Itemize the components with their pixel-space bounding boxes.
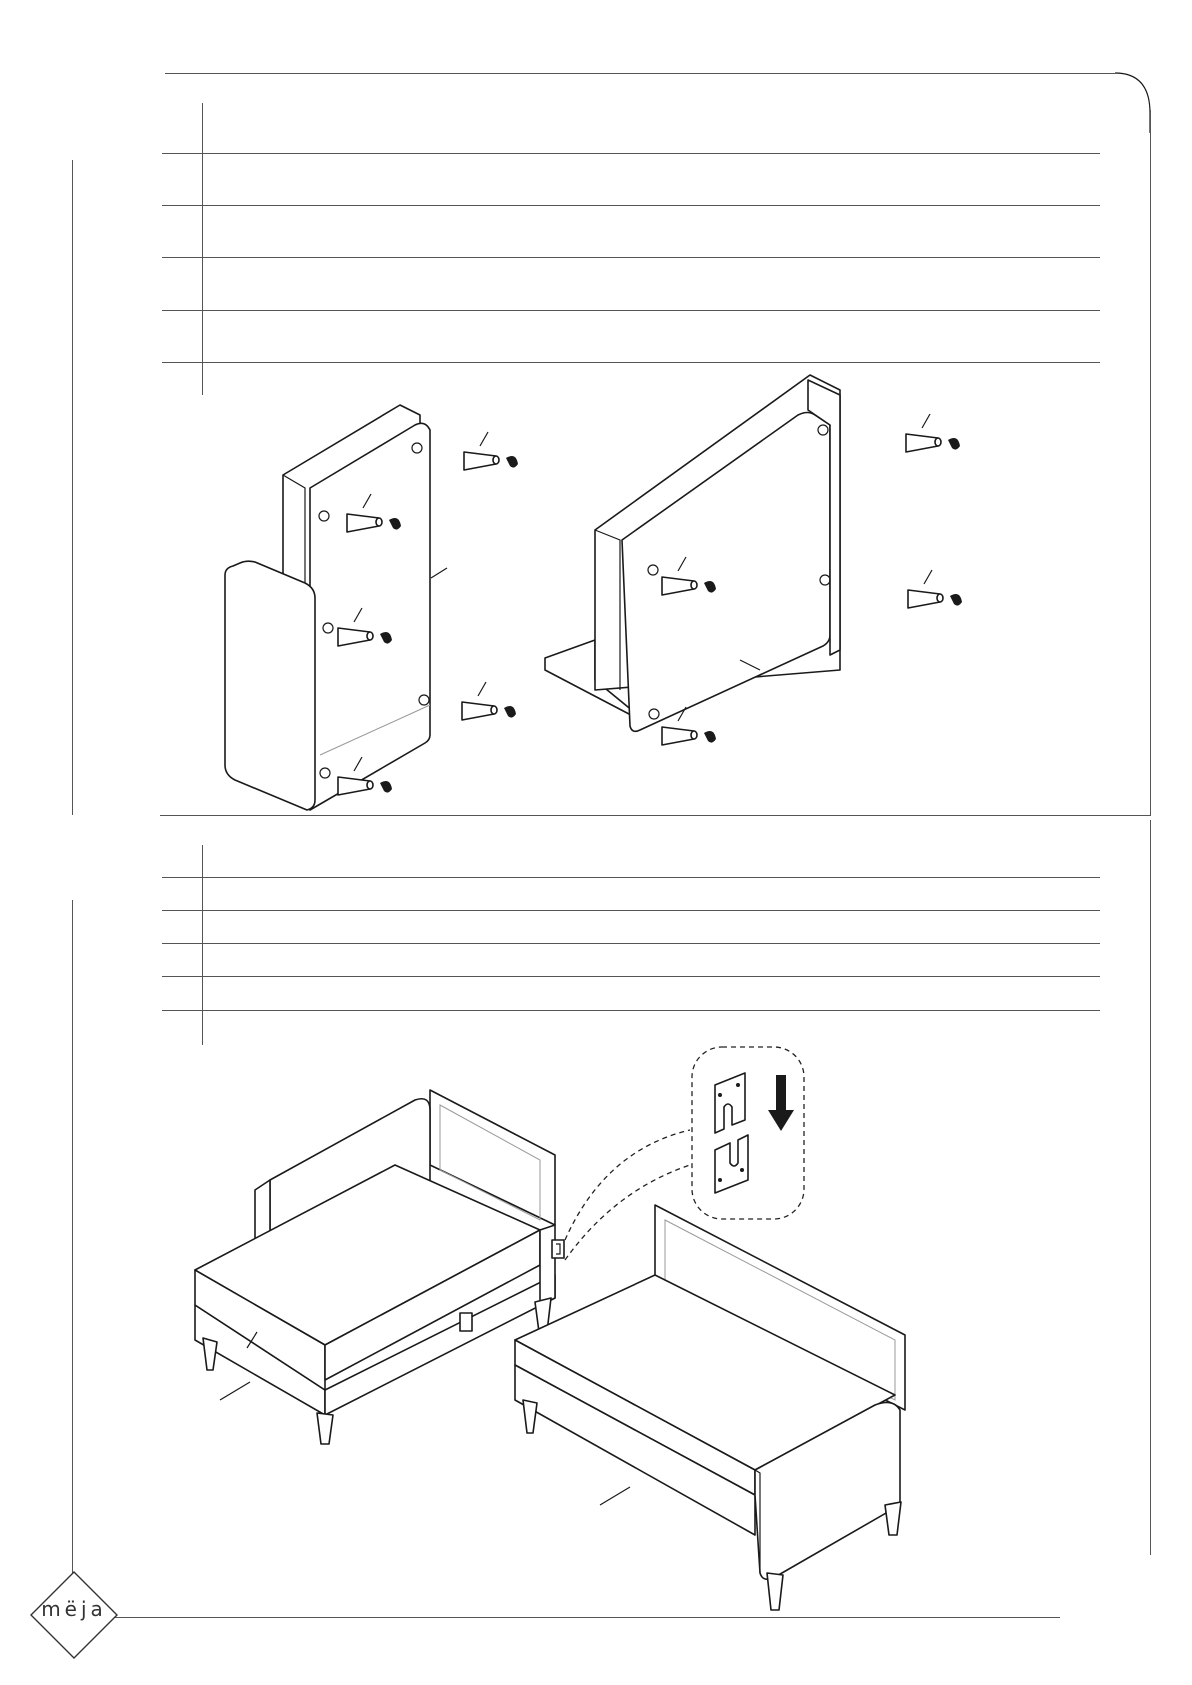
right-frame-line-bottom: [1150, 820, 1151, 1555]
sofa-leg-icon: [904, 422, 974, 472]
table-2-row-line: [162, 976, 1100, 977]
bottom-frame-line: [110, 1617, 1060, 1618]
sofa-leg-icon: [906, 578, 976, 628]
table-1-row-line: [162, 205, 1100, 206]
sofa-leg-illustration: [540, 370, 960, 750]
sofa-leg-icon: [460, 690, 530, 740]
sofa-leg-icon: [345, 502, 415, 552]
left-frame-line-top: [72, 160, 73, 815]
table-1-row-line: [162, 257, 1100, 258]
table-1-column-divider: [202, 103, 203, 395]
right-frame-line: [1150, 110, 1151, 816]
table-2-row-line: [162, 910, 1100, 911]
table-2-row-line: [162, 943, 1100, 944]
sofa-module-illustration: [515, 1205, 935, 1605]
sofa-leg-icon: [336, 616, 406, 666]
arrow-down-icon: [767, 1075, 797, 1135]
sofa-leg-icon: [660, 565, 730, 615]
connector-detail-callout: [690, 1045, 810, 1225]
sofa-leg-icon: [336, 765, 406, 815]
table-1-row-line: [162, 310, 1100, 311]
frame-corner: [1080, 73, 1140, 133]
table-2-row-line: [162, 877, 1100, 878]
top-frame-line: [165, 73, 1115, 74]
sofa-leg-icon: [660, 715, 730, 765]
table-1-row-line: [162, 362, 1100, 363]
table-1-row-line: [162, 153, 1100, 154]
left-frame-line-bottom: [72, 900, 73, 1600]
table-2-column-divider: [202, 845, 203, 1045]
table-2-row-line: [162, 1010, 1100, 1011]
sofa-leg-icon: [462, 440, 532, 490]
brand-logo-text: mëja: [41, 1597, 107, 1621]
